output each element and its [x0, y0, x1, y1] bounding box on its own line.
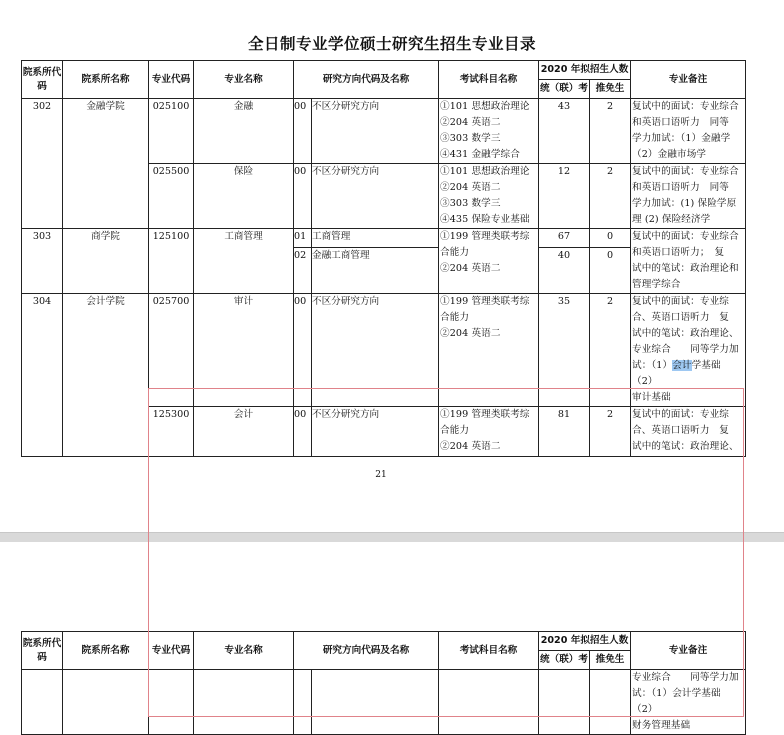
dept-code-cell — [22, 670, 63, 735]
remarks-cell: 复试中的面试：专业综合 和英语口语听力； 复 试中的笔试：政治理论和 管理学综合 — [631, 229, 746, 294]
table-row — [22, 670, 746, 735]
exempt-count-cell: 2 — [590, 164, 631, 229]
direction-name-cell: 工商管理 — [312, 229, 439, 248]
exam-subjects-cell: ①199 管理类联考综 合能力 ②204 英语二 — [439, 229, 539, 294]
col-header-exempt: 推免生 — [590, 651, 631, 670]
remarks-text: 复试中的面试：专业综 合、英语口语听力 复 试中的笔试：政治理论、 专业综合 同等学力加 试：（1） — [632, 296, 739, 371]
unified-count-cell: 12 — [539, 164, 590, 229]
exam-subjects-cell: ①101 思想政治理论 ②204 英语二 ③303 数学三 ④435 保险专业基础 — [439, 164, 539, 229]
exempt-count-cell: 0 — [590, 248, 631, 294]
remarks-cell: 复试中的面试：专业综 合、英语口语听力 复 试中的笔试：政治理论、 — [631, 407, 746, 457]
major-code-cell: 025700 — [149, 294, 194, 407]
exempt-count-cell: 2 — [590, 294, 631, 407]
unified-count-cell: 81 — [539, 407, 590, 457]
direction-code-cell: 02 — [294, 248, 312, 294]
dept-name-cell: 商学院 — [63, 229, 149, 294]
col-header-major-name: 专业名称 — [194, 61, 294, 99]
remarks-text: 学基础（2） 审计基础 — [632, 360, 721, 403]
unified-count-cell: 67 — [539, 229, 590, 248]
exempt-count-cell: 2 — [590, 99, 631, 164]
major-name-cell: 工商管理 — [194, 229, 294, 294]
col-header-exam-subjects: 考试科目名称 — [439, 632, 539, 670]
major-code-cell: 125100 — [149, 229, 194, 294]
direction-code-cell: 01 — [294, 229, 312, 248]
col-header-direction: 研究方向代码及名称 — [294, 632, 439, 670]
table-header-row — [22, 632, 746, 651]
direction-code-cell: 00 — [294, 407, 312, 457]
direction-code-cell: 00 — [294, 99, 312, 164]
major-name-cell: 金融 — [194, 99, 294, 164]
table-header-row — [22, 61, 746, 80]
unified-count-cell: 40 — [539, 248, 590, 294]
table-row — [22, 229, 746, 248]
direction-code-cell: 00 — [294, 164, 312, 229]
page-number: 21 — [375, 470, 387, 480]
col-header-exempt: 推免生 — [590, 80, 631, 99]
major-name-cell: 会计 — [194, 407, 294, 457]
major-code-cell — [149, 670, 194, 735]
exempt-count-cell: 0 — [590, 229, 631, 248]
exempt-count-cell — [590, 670, 631, 735]
major-name-cell — [194, 670, 294, 735]
dept-code-cell: 304 — [22, 294, 63, 457]
exam-subjects-cell — [439, 670, 539, 735]
col-header-major-name: 专业名称 — [194, 632, 294, 670]
col-header-dept-name: 院系所名称 — [63, 61, 149, 99]
col-header-major-code: 专业代码 — [149, 632, 194, 670]
remarks-cell — [631, 294, 746, 407]
exam-subjects-cell: ①101 思想政治理论 ②204 英语二 ③303 数学三 ④431 金融学综合 — [439, 99, 539, 164]
dept-name-cell — [63, 670, 149, 735]
col-header-major-code: 专业代码 — [149, 61, 194, 99]
unified-count-cell: 43 — [539, 99, 590, 164]
major-code-cell: 125300 — [149, 407, 194, 457]
col-header-exam-subjects: 考试科目名称 — [439, 61, 539, 99]
document-page-2 — [0, 542, 784, 731]
unified-count-cell — [539, 670, 590, 735]
col-header-dept-name: 院系所名称 — [63, 632, 149, 670]
col-header-remarks: 专业备注 — [631, 61, 746, 99]
col-header-dept-code: 院系所代码 — [22, 632, 63, 670]
catalog-table — [21, 60, 746, 457]
direction-code-cell: 00 — [294, 294, 312, 407]
direction-name-cell: 不区分研究方向 — [312, 407, 439, 457]
direction-code-cell — [294, 670, 312, 735]
dept-code-cell: 302 — [22, 99, 63, 229]
col-header-unified: 统（联）考 — [539, 651, 590, 670]
dept-name-cell: 金融学院 — [63, 99, 149, 229]
table-row — [22, 99, 746, 164]
col-header-plan-year: 2020 年拟招生人数 — [539, 632, 631, 651]
major-code-cell: 025100 — [149, 99, 194, 164]
document-title: 全日制专业学位硕士研究生招生专业目录 — [247, 35, 536, 53]
col-header-dept-code: 院系所代码 — [22, 61, 63, 99]
col-header-remarks: 专业备注 — [631, 632, 746, 670]
major-name-cell: 保险 — [194, 164, 294, 229]
exam-subjects-cell: ①199 管理类联考综 合能力 ②204 英语二 — [439, 407, 539, 457]
col-header-direction: 研究方向代码及名称 — [294, 61, 439, 99]
remarks-cell: 专业综合 同等学力加 试：（1）会计学基础（2） 财务管理基础 — [631, 670, 746, 735]
major-name-cell: 审计 — [194, 294, 294, 407]
catalog-table-continued — [21, 631, 746, 735]
remarks-cell: 复试中的面试：专业综合 和英语口语听力 同等 学力加试：（1）金融学 （2）金融市场学 — [631, 99, 746, 164]
direction-name-cell: 金融工商管理 — [312, 248, 439, 294]
major-code-cell: 025500 — [149, 164, 194, 229]
search-highlight[interactable]: 会计 — [672, 360, 692, 371]
direction-name-cell: 不区分研究方向 — [312, 164, 439, 229]
exam-subjects-cell: ①199 管理类联考综 合能力 ②204 英语二 — [439, 294, 539, 407]
col-header-unified: 统（联）考 — [539, 80, 590, 99]
unified-count-cell: 35 — [539, 294, 590, 407]
exempt-count-cell: 2 — [590, 407, 631, 457]
dept-name-cell: 会计学院 — [63, 294, 149, 457]
col-header-plan-year: 2020 年拟招生人数 — [539, 61, 631, 80]
direction-name-cell: 不区分研究方向 — [312, 99, 439, 164]
direction-name-cell: 不区分研究方向 — [312, 294, 439, 407]
remarks-cell: 复试中的面试：专业综合 和英语口语听力 同等 学力加试：(1) 保险学原 理 (2) 保险经济学 — [631, 164, 746, 229]
table-row — [22, 294, 746, 407]
dept-code-cell: 303 — [22, 229, 63, 294]
direction-name-cell — [312, 670, 439, 735]
